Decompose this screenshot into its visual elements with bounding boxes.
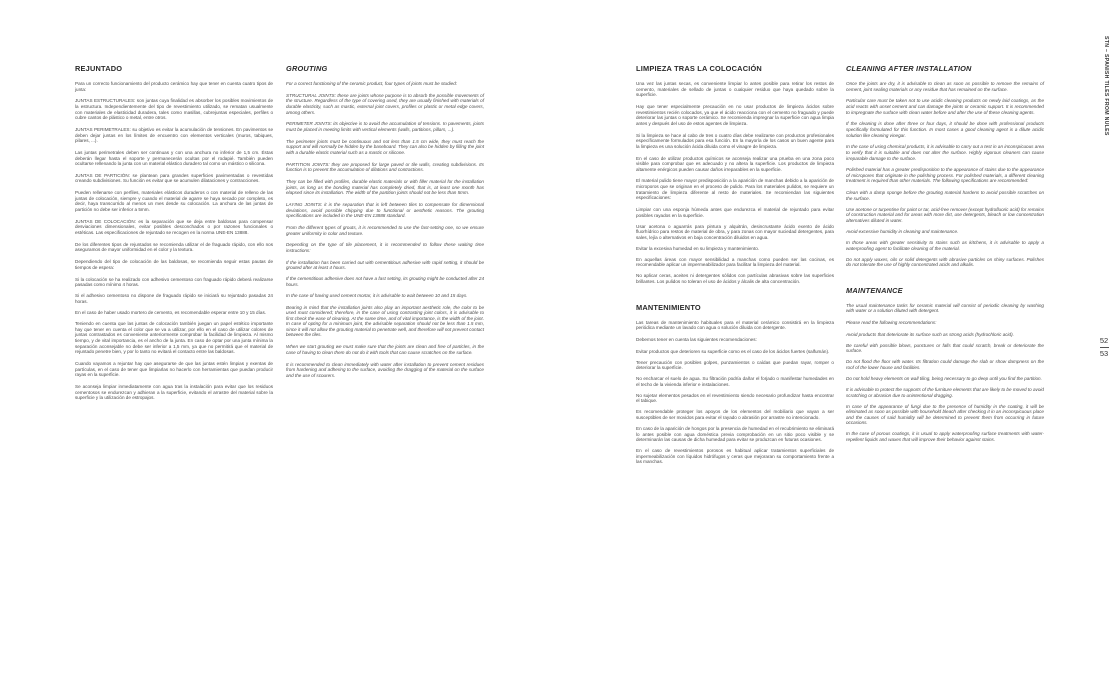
paragraph: Teniendo en cuenta que las juntas de colocación también juegan un papel estético importante hay que tener en cuenta el color que se va a utilizar, por ello en el caso de utilizar colores de juntas contrastados es conveniente anteriormente comprobar la facilidad de limpieza. Al mismo tiempo, y de vital importancia, es el ancho de la junta. En caso de optar por una junta mínima la separación aconsejable no debe ser inferior a 1,5 mm, ya que no permitirá que el material de rejuntado penetre bien, y por lo tanto no evitará el contacto entre las baldosas. [75, 321, 273, 355]
list-item: Evitar la excesiva humedad en su limpieza y mantenimiento. [636, 245, 760, 251]
list-item: It is advisable to protect the supports of the furniture elements that are likely to be moved to avoid scratching or abrasion due to unintentional dragging. [846, 387, 1044, 398]
paragraph: When we start grouting we must make sure that the joints are clean and free of particles, in the case of having to clean them do not do it with tools that can cause scratches on the surface. [286, 344, 484, 355]
list-item: In those areas with greater sensitivity to stains such as kitchens, it is advisable to apply a waterproofing agent to facilitate cleaning of the material. [846, 239, 1044, 251]
list-item: If the cementitious adhesive does not have a fast setting, its grouting might be conducted after 24 hours. [286, 276, 484, 287]
paragraph: En el caso de utilizar productos químicos se aconseja realizar una prueba en una zona poco visible para comprobar que es adecuado y no altera la superficie. Los productos de limpieza altamente enérgicos pueden causar daños irreparables en la superficie. [636, 155, 834, 172]
paragraph: Pueden rellenarse con perfiles, materiales elásticos duraderos o con material de relleno de las juntas de colocación, siempre y cuando el material de agarre se haya secado por completo, es decir, haya transcurrido al menos un mes desde su colocación. La anchura de las juntas de partición no debe ser inferior a 5mm. [75, 190, 273, 213]
paragraph: They can be filled with profiles, durable elastic materials or with filler material for the installation joints, as long as the bonding material has completely dried, that is, at least one month has elapsed since its installation. The width of the partition joints should not be less than 5mm. [286, 179, 484, 196]
page-number-left: 52 [1099, 336, 1109, 345]
list-item: En aquellas áreas con mayor sensibilidad a manchas como pueden ser las cocinas, es recomendable aplicar un impermeabilizador para facilitar la limpieza del material. [636, 256, 834, 268]
paragraph: Cuando vayamos a rejuntar hay que asegurarse de que las juntas estén limpias y exentas de partículas, en el caso de tener que limpiarlas no hacerlo con herramientas que puedan producir rayas en la superficie. [75, 361, 273, 378]
heading-grouting: GROUTING [286, 64, 328, 73]
paragraph: Hay que tener especialmente precaución en no usar productos de limpieza ácidos sobre revestimientos recién colocados, ya que el ácido reacciona con el cemento no fraguado y puede deteriorar las juntas o soporte cerámico. Se recomienda impregnar la superficie con agua limpia antes y después del uso de estos agentes de limpieza. [636, 103, 834, 126]
list-item: Tener precaución con posibles golpes, punzamientos o caídas que puedan rayar, romper o deteriorar la superficie. [636, 359, 834, 371]
list-item: In the case of having used cement mortar, it is advisable to wait between 10 and 15 days. [286, 292, 468, 298]
column-cleaning-es [636, 64, 834, 471]
column-cleaning-en [846, 64, 1044, 449]
paragraph: JUNTAS ESTRUCTURALES: son juntas cuya finalidad es absorber los posibles movimientos de la estructura. Independientemente del tipo de revestimiento utilizado, se rematan usualmente con materiales de elasticidad duradera, tales como masillas, cubrejuntas especiales, perfiles o cubre cantos de plástico o metal, entre otros. [75, 98, 273, 121]
list-item: Usar acetona o aguarrás para pintura y alquitrán, desincrustante ácido exento de ácido fluorhídrico para restos de material de obra, y para zonas con mayor suciedad detergentes, para sales, lejía o alternativos en baja concentración diluidos en agua. [636, 223, 834, 240]
paragraph: Dependiendo del tipo de colocación de las baldosas, se recomienda seguir estas pautas de tiempos de espera: [75, 259, 273, 270]
list-item: In the case of porous coatings, it is usual to apply waterproofing surface treatments with water-repellent liquids and waxes that will improve their behavior against stains. [846, 431, 1044, 442]
page-number-divider [1100, 347, 1109, 348]
paragraph: Please read the following recommendations: [846, 320, 937, 326]
paragraph: Si la limpieza se hace al cabo de tres o cuatro días debe realizarse con productos profesionales específicamente formulados para esa función. En la mayoría de los casos un buen agente para la limpieza es una solución ácida diluida como el vinagre de limpieza. [636, 132, 834, 149]
paragraph: If the cleaning is done after three or four days, it should be done with professional products specifically formulated for this function. In most cases a good cleaning agent is a dilute acidic solution like cleaning vinegar. [846, 121, 1044, 138]
paragraph: PERIMETER JOINTS: its objective is to avoid the accumulation of tensions. In pavements, joints must be placed in meeting limits with vertical elements (walls, partitions, pillars, ...). [286, 121, 484, 132]
paragraph: El material pulido tiene mayor predisposición a la aparición de manchas debido a la aparición de microporos que se originan en el proceso de pulido. Para los materiales pulidos, se requiere un tratamiento de limpieza diferente al resto de materiales. Se recomiendan las siguientes especificaciones: [636, 178, 834, 201]
list-item: Use acetone or turpentine for paint or tar, acid-free remover (except hydrofluoric acid) for remains of construction material and for areas with more dirt, use detergents, bleach or low concentration alternatives diluted in water. [846, 206, 1044, 224]
list-item: En el caso de revestimientos porosos es habitual aplicar tratamientos superficiales de impermeabilización con líquidos hidrófugos y ceras que mejoraran su comportamiento frente a las manchas. [636, 448, 834, 465]
paragraph: Bearing in mind that the installation joints also play an important aesthetic role, the color to be used must considered; therefore, in the case of using contrasting joint colors, it is advisable to first check the ease of cleaning. At the same time, and of vital importance, is the width of the joint. In case of opting for a minimum joint, the advisable separation should not be less than 1.5 mm, since it will not allow the grouting material to penetrate well, and therefore will not prevent contact between the tiles. [286, 304, 484, 338]
list-item: Be careful with possible blows, punctures or falls that could scratch, break or deteriorate the surface. [846, 342, 1044, 354]
paragraph: JUNTAS DE PARTICIÓN: se plantean para grandes superficies pavimentadas o revestidas creando subdivisiones. Su función es evitar que se acumulen dilataciones y contracciones. [75, 172, 273, 184]
list-item: Si la colocación se ha realizado con adhesivo cementoso con fraguado rápido deberá realizarse pasadas como mínimo 4 horas. [75, 276, 273, 288]
list-item: Do not hold heavy elements on wall tiling, being necessary to go deep until you find the partition. [846, 376, 1042, 382]
page-numbers [1097, 336, 1111, 359]
list-item: Limpiar con una esponja húmeda antes que endurezca el material de rejuntado para evitar posibles rayados en la superficie. [636, 207, 834, 218]
list-item: Evitar productos que deterioren su superficie como es el caso de los ácidos fuertes (salfumán). [636, 348, 830, 354]
paragraph: Depending on the type of tile placement, it is recommended to follow these waiting time instructions: [286, 242, 484, 253]
page-number-right: 53 [1099, 349, 1109, 358]
paragraph: JUNTAS PERIMETRALES: su objetivo es evitar la acumulación de tensiones. En pavimentos se deben dejar juntas en los límites de encuentro con elementos verticales (muros, tabiques, pilares, ...). [75, 126, 273, 144]
heading-rejuntado: REJUNTADO [75, 64, 123, 73]
list-item: En el caso de haber usado mortero de cemento, es recomendable esperar entre 10 y 15 días. [75, 309, 267, 315]
paragraph: Se aconseja limpiar inmediatamente con agua tras la instalación para evitar que los residuos cementosos se endurezcan y adhieran a la superficie, evitando el arrastre del material sobre la superficie y la utilización de estropajos. [75, 384, 273, 401]
list-item: Do not apply waxes, oils or solid detergents with abrasive particles on shiny surfaces. Polishes do not tolerate the use of highly concentrated acids and alkalis. [846, 256, 1044, 268]
paragraph: The perimeter joints must be continuous and not less than 1.5 cm wide, they must reach the support and will normally be hidden by the baseboard. They can also be hidden by filling the joint with a durable elastic material such as a mastic or silicone. [286, 138, 484, 155]
bullet-list [636, 349, 834, 465]
column-grouting-en [286, 64, 484, 385]
list-item: Do not flood the floor with water. Its filtration could damage the slab or show dampness on the roof of the lower house and facilities. [846, 359, 1044, 371]
list-item: No sujetar elementos pesados en el revestimiento siendo necesario profundizar hasta encontrar el tabique. [636, 392, 834, 404]
side-title: STN – SPANISH TILES FROM NULES [1103, 36, 1109, 136]
paragraph: LAYING JOINTS: it is the separation that is left between tiles to compensate for dimensional deviations, avoid possible chipping due to functional or aesthetic reasons. The grouting specifications are included in the UNE-EN 13888 standard. [286, 202, 484, 219]
heading-maintenance: MAINTENANCE [846, 285, 903, 295]
paragraph: Para un correcto funcionamiento del producto cerámico hay que tener en cuenta cuatro tipos de junta: [75, 81, 273, 92]
paragraph: For a correct functioning of the ceramic product, four types of joints must be studied: [286, 81, 458, 86]
paragraph: From the different types of grouts, it is recommended to use the fast-setting one, so we ensure greater uniformity in color and texture. [286, 225, 484, 236]
list-item: Avoid excessive humidity in cleaning and maintenance. [846, 229, 959, 234]
bullet-list [286, 260, 484, 299]
paragraph: Una vez las juntas secas, es conveniente limpiar lo antes posible para retirar los restos de cemento, materiales de sellado de juntas o cualquier residuo que haya quedado sobre la superficie. [636, 81, 834, 98]
paragraph: Particular care must be taken not to use acidic cleaning products on newly laid coatings, as the acid reacts with unset cement and can damage the joints or ceramic support. It is recommended to impregnate the surface with clean water before and after the use of these cleaning agents. [846, 98, 1044, 115]
paragraph: PARTITION JOINTS: they are proposed for large paved or tile walls, creating subdivisions. Its function is to prevent the accumulation of dilations and contractions. [286, 161, 484, 173]
list-item: En caso de la aparición de hongos por la presencia de humedad en el recubrimiento se eliminará lo antes posible con agua doméstica previa comprobación en un sitio poco visible y se determinarán las causas de dicha humedad para evitar se produzcan en futuras ocasiones. [636, 425, 834, 443]
bullet-list [636, 207, 834, 285]
list-item: Clean with a damp sponge before the grouting material hardens to avoid possible scratches on the surface. [846, 190, 1044, 201]
paragraph: Las juntas perimetrales deben ser continuas y con una anchura no inferior de 1,5 cm. Éstas deberán llegar hasta el soporte y permanecerán ocultas por el rodapié. También pueden ocultarse rellenando la junta con un material elástico duradero tal como un mástico o silicona. [75, 149, 273, 167]
paragraph: De los diferentes tipos de rejuntados se recomienda utilizar el de fraguado rápido, con ello nos aseguramos de mayor uniformidad en el color y la textura. [75, 241, 273, 253]
paragraph: Debemos tener en cuenta las siguientes recomendaciones: [636, 336, 757, 342]
paragraph: It is recommended to clean immediately with water after installation to prevent cement residues from hardening and adhering to the surface, avoiding the dragging of the material on the surface and the use of scourers. [286, 361, 484, 378]
list-item: If the installation has been carried out with cementitious adhesive with rapid setting, it should be grouted after at least 4 hours. [286, 259, 484, 271]
list-item: Avoid products that deteriorate its surface such as strong acids (hydrochloric acid). [846, 331, 1014, 337]
bullet-list [846, 190, 1044, 268]
paragraph: JUNTAS DE COLOCACIÓN: es la separación que se deja entre baldosas para compensar desviaciones dimensionales, evitar posibles desconchados o por razones funcionales o estéticas. Las especificaciones de rejuntado se recogen en la norma UNE-EN 13888. [75, 218, 273, 235]
list-item: Es recomendable proteger los apoyos de los elementos del mobiliario que vayan a ser susceptibles de ser movidos para evitar el rayado o abrasión por arrastre no intencionado. [636, 409, 834, 420]
list-item: No encharcar el suelo de agua. Su filtración podría dañar el forjado o manifestar humedades en el techo de la vivienda inferior e instalaciones. [636, 376, 834, 387]
heading-mantenimiento: MANTENIMIENTO [636, 302, 701, 312]
column-grouting-es [75, 64, 273, 407]
list-item: No aplicar ceras, aceites ni detergentes sólidos con partículas abrasivas sobre las superficies brillantes. Los pulidos no toleran el uso de ácidos y álcalis de alta concentración. [636, 273, 834, 284]
heading-cleaning: CLEANING AFTER INSTALLATION [846, 64, 972, 73]
heading-limpieza: LIMPIEZA TRAS LA COLOCACIÓN [636, 64, 762, 73]
paragraph: Las tareas de mantenimiento habituales para el material cerámico consistirá en la limpieza periódica mediante un lavado con agua o solución diluida con detergente. [636, 319, 834, 331]
list-item: Si el adhesivo cementoso no dispone de fraguado rápido se iniciará su rejuntado pasadas 24 horas. [75, 293, 273, 304]
list-item: In case of the appearance of fungi due to the presence of humidity in the coating, it will be eliminated as soon as possible with household bleach after checking it in an inconspicuous place and the causes of said humidity will be determined to prevent them from occurring in future occasions. [846, 403, 1044, 426]
bullet-list [75, 277, 273, 316]
bullet-list [846, 332, 1044, 443]
paragraph: The usual maintenance tasks for ceramic material will consist of periodic cleaning by washing with water or a solution diluted with detergent. [846, 302, 1044, 314]
paragraph: In the case of using chemical products, it is advisable to carry out a test in an inconspicuous area to verify that it is suitable and does not alter the surface. Highly vigorous cleaners can cause irreparable damage to the surface. [846, 144, 1044, 161]
paragraph: Once the joints are dry, it is advisable to clean as soon as possible to remove the remains of cement, joint sealing materials or any residue that has remained on the surface. [846, 81, 1044, 92]
paragraph: Polished material has a greater predisposition to the appearance of stains due to the appearance of micropores that originate in the polishing process. For polished materials, a different cleaning treatment is required than other materials. The following specifications are recommended: [846, 167, 1044, 184]
paragraph: STRUCTURAL JOINTS: these are joints whose purpose is to absorb the possible movements of the structure. Regardless of the type of covering used, they are usually finished with materials of durable elasticity, such as mastic, external joint covers, profiles or plastic or metal edge covers, among others. [286, 92, 484, 115]
